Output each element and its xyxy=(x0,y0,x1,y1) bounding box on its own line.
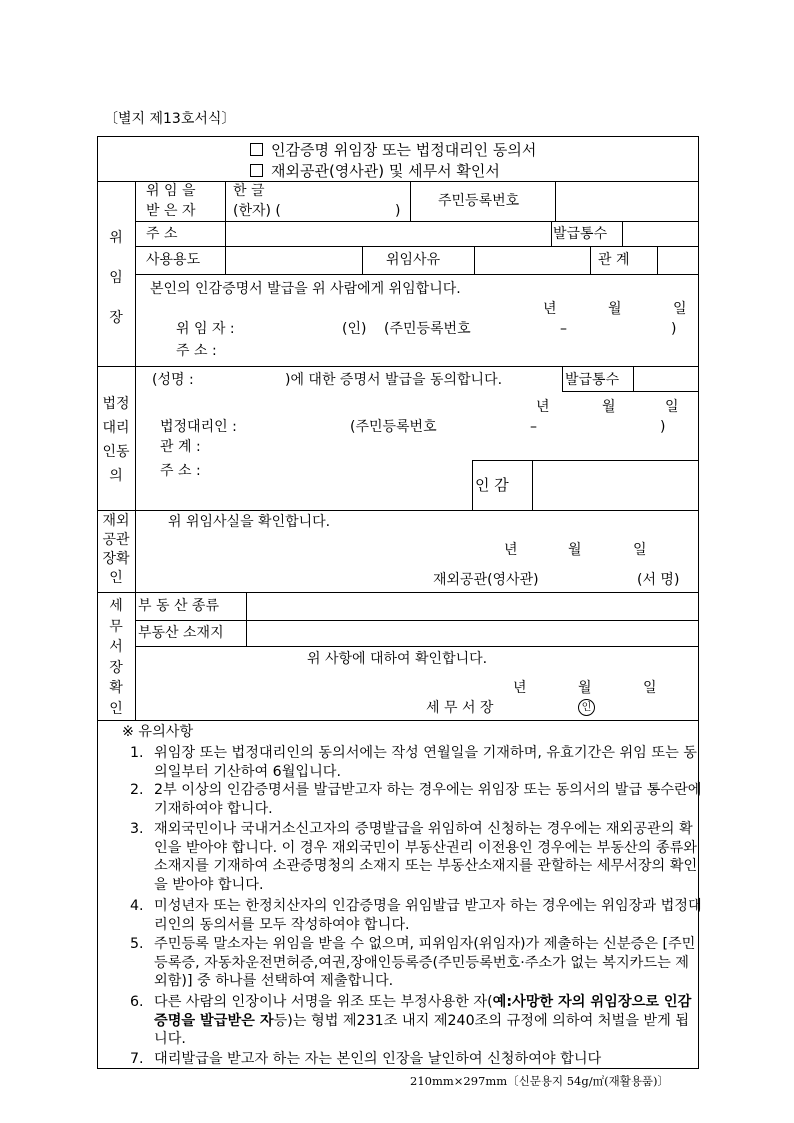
paper-spec-footer: 210mm×297mm〔신문용지 54g/㎡(재활용품)〕 xyxy=(410,1074,670,1088)
tax-statement: 위 사항에 대하여 확인합니다. xyxy=(307,651,488,667)
note-item: 2. 2부 이상의 인감증명서를 발급받고자 하는 경우에는 위임장 또는 동의서의 발급 통수란에 기재하여야 합니다. xyxy=(130,782,702,817)
consulate-office-label: 재외공관(영사관) xyxy=(433,572,539,588)
property-location-label: 부동산 소재지 xyxy=(138,625,224,641)
guardian-year: 년 xyxy=(536,399,550,415)
delegator-rrn-close: ) xyxy=(671,321,677,337)
consulate-signature-label: (서 명) xyxy=(637,572,680,588)
reason-label: 위임사유 xyxy=(386,252,441,268)
seal-mark-icon: 인 xyxy=(578,699,595,716)
guardian-section-label: 법정 대리 인동 의 xyxy=(102,396,130,484)
delegation-section-label: 위 임 장 xyxy=(109,230,123,326)
delegation-statement: 본인의 인감증명서 발급을 위 사람에게 위임합니다. xyxy=(150,281,461,297)
guardian-seal-label: 인 감 xyxy=(475,476,509,494)
resident-number-label: 주민등록번호 xyxy=(438,193,520,209)
delegatee-label-2: 받 은 자 xyxy=(146,203,196,219)
guardian-statement: )에 대한 증명서 발급을 동의합니다. xyxy=(285,372,503,388)
delegator-seal: (인) xyxy=(342,321,367,337)
delegator-rrn-dash: – xyxy=(560,321,567,337)
consulate-section-label: 재외 공관 장확 인 xyxy=(102,513,130,586)
guardian-issue-count-label: 발급통수 xyxy=(565,372,620,388)
note-item: 1. 위임장 또는 법정대리인의 동의서에는 작성 연월일을 기재하며, 유효기간은 위임 또는 동의일부터 기산하여 6월입니다. xyxy=(130,745,697,780)
consulate-year: 년 xyxy=(504,542,518,558)
delegation-month: 월 xyxy=(608,301,622,317)
tax-seal xyxy=(578,699,595,716)
tax-section-label: 세 무 서 장 확 인 xyxy=(109,598,123,717)
notes-heading: ※ 유의사항 xyxy=(122,724,194,740)
usage-label: 사용용도 xyxy=(146,252,201,268)
tax-month: 월 xyxy=(578,680,592,696)
delegation-year: 년 xyxy=(543,301,557,317)
guardian-rrn-dash: – xyxy=(530,419,537,435)
consulate-statement: 위 위임사실을 확인합니다. xyxy=(168,514,331,530)
delegatee-label-1: 위 임 을 xyxy=(146,183,196,199)
guardian-relation-label: 관 계 : xyxy=(160,439,201,455)
checkbox-confirm-icon[interactable] xyxy=(250,164,263,177)
delegator-address-label: 주 소 : xyxy=(176,343,217,359)
guardian-rrn-label: (주민등록번호 xyxy=(350,419,437,435)
delegation-day: 일 xyxy=(673,301,687,317)
name-hanja-label: (한자) ( xyxy=(233,203,281,219)
form-id: 〔별지 제13호서식〕 xyxy=(104,111,236,127)
guardian-rrn-close: ) xyxy=(660,419,666,435)
issue-count-label: 발급통수 xyxy=(553,226,608,242)
guardian-month: 월 xyxy=(602,399,616,415)
guardian-day: 일 xyxy=(665,399,679,415)
note-item: 4. 미성년자 또는 한정치산자의 인감증명을 위임발급 받고자 하는 경우에는 위임장과 법정대리인의 동의서를 모두 작성하여야 합니다. xyxy=(130,898,702,933)
tax-chief-label: 세 무 서 장 xyxy=(426,700,494,716)
guardian-label: 법정대리인 : xyxy=(160,419,237,435)
guardian-address-label: 주 소 : xyxy=(160,463,201,479)
note-item: 7. 대리발급을 받고자 하는 자는 본인의 인장을 날인하여 신청하여야 합니다 xyxy=(130,1051,602,1067)
relation-label: 관 계 xyxy=(598,252,630,268)
guardian-statement-open: (성명 : xyxy=(152,372,194,388)
delegator-label: 위 임 자 : xyxy=(176,321,235,337)
note-item: 5. 주민등록 말소자는 위임을 받을 수 없으며, 피위임자(위임자)가 제출하는 신분증은 [주민등록증, 자동차운전면허증,여권,장애인등록증(주민등록번호·주소가 없는 복지카드는 제외함)] 중 하나를 선택하여 제출합니다. xyxy=(130,936,696,989)
consulate-day: 일 xyxy=(633,542,647,558)
name-korean-label: 한 글 xyxy=(233,183,265,199)
checkbox-consent-icon[interactable] xyxy=(250,143,263,156)
note-item: 3. 재외국민이나 국내거소신고자의 증명발급을 위임하여 신청하는 경우에는 재외공관의 확인을 받아야 합니다. 이 경우 재외국민이 부동산권리 이전용인 경우에는 부동산의 종류와 소재지를 기재하여 소관증명청의 소재지 또는 부동산소재지를 관할하는 세무서장의 확인을 받아야 합니다. xyxy=(130,821,698,893)
title-line2: 재외공관(영사관) 및 세무서 확인서 xyxy=(250,164,500,179)
title-line1: 인감증명 위임장 또는 법정대리인 동의서 xyxy=(250,143,536,158)
name-hanja-close: ) xyxy=(395,203,401,219)
tax-year: 년 xyxy=(513,680,527,696)
consulate-month: 월 xyxy=(568,542,582,558)
delegator-rrn-label: (주민등록번호 xyxy=(384,321,471,337)
address-label: 주 소 xyxy=(146,226,178,242)
property-type-label: 부 동 산 종류 xyxy=(138,598,219,614)
tax-day: 일 xyxy=(643,680,657,696)
note-item: 6. 다른 사람의 인장이나 서명을 위조 또는 부정사용한 자(예:사망한 자의 위임장으로 인감증명을 발급받은 자등)는 형법 제231조 내지 제240조의 규정에 의하여 처벌을 받게 됩니다. xyxy=(130,994,692,1047)
